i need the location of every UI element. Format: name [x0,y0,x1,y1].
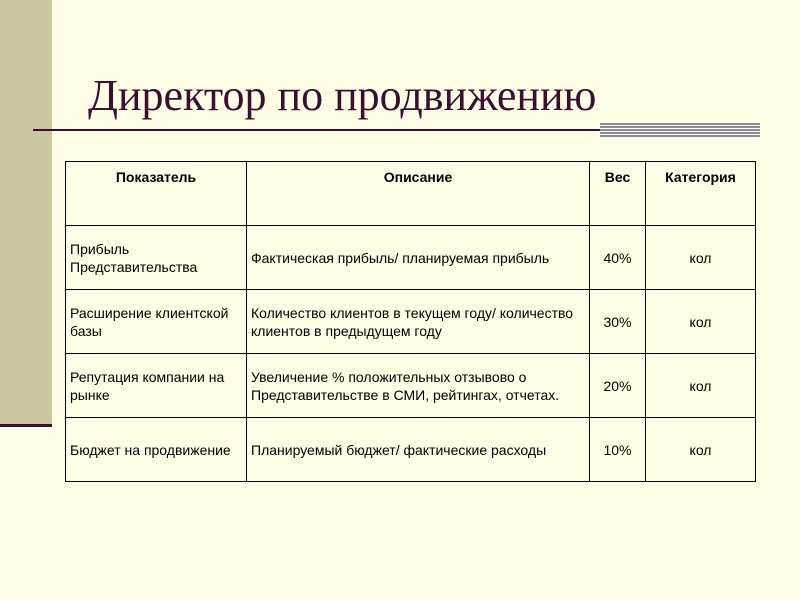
side-decor-band [0,0,52,426]
cell-indicator: Расширение клиентской базы [66,290,247,354]
title-accent-bar [600,123,760,138]
header-category: Категория [646,162,756,226]
cell-weight: 30% [590,290,646,354]
table-row [66,290,756,354]
cell-weight: 40% [590,226,646,290]
table-row [66,354,756,418]
kpi-table [65,161,756,482]
cell-description: Фактическая прибыль/ планируемая прибыль [247,226,590,290]
cell-category: кол [646,290,756,354]
cell-description: Планируемый бюджет/ фактические расходы [247,418,590,482]
table-row [66,418,756,482]
cell-weight: 20% [590,354,646,418]
cell-description: Увеличение % положительных отзывово о Представительстве в СМИ, рейтингах, отчетах. [247,354,590,418]
cell-description: Количество клиентов в текущем году/ количество клиентов в предыдущем году [247,290,590,354]
slide-title: Директор по продвижению [88,71,597,120]
cell-category: кол [646,354,756,418]
header-indicator: Показатель [66,162,247,226]
table-header-row [66,162,756,226]
header-description: Описание [247,162,590,226]
cell-category: кол [646,418,756,482]
cell-indicator: Репутация компании на рынке [66,354,247,418]
cell-indicator: Бюджет на продвижение [66,418,247,482]
table-row [66,226,756,290]
side-decor-line [0,424,52,427]
cell-weight: 10% [590,418,646,482]
header-weight: Вес [590,162,646,226]
cell-indicator: Прибыль Представительства [66,226,247,290]
cell-category: кол [646,226,756,290]
